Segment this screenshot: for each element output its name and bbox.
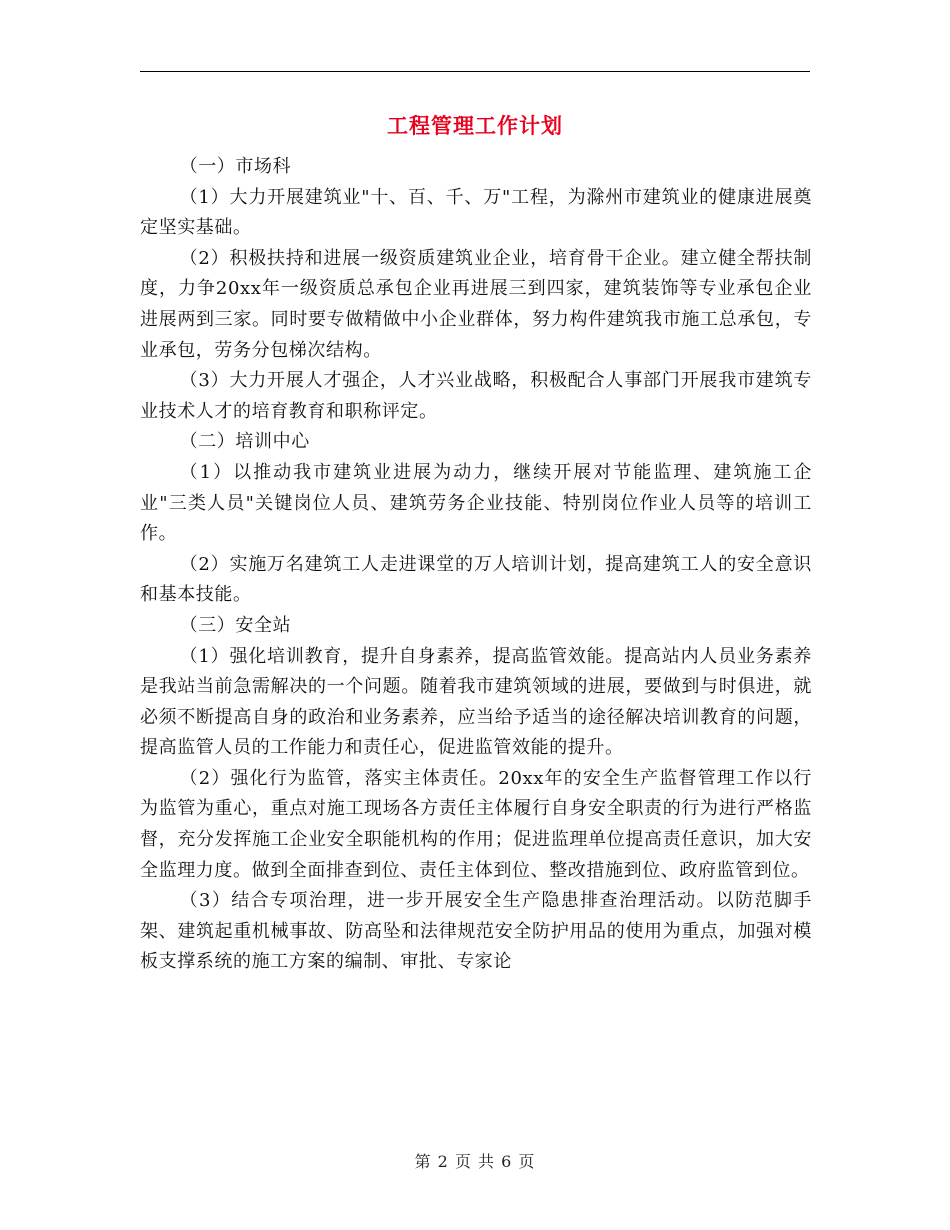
document-title: 工程管理工作计划 [387,113,563,138]
section-heading-training: （二）培训中心 [179,431,310,453]
paragraph: （2）实施万名建筑工人走进课堂的万人培训计划，提高建筑工人的安全意识和基本技能。 [140,553,812,606]
document-body [140,152,812,978]
paragraph: （1）以推动我市建筑业进展为动力，继续开展对节能监理、建筑施工企业"三类人员"关键岗位人员、建筑劳务企业技能、特别岗位作业人员等的培训工作。 [140,461,812,545]
paragraph: （1）大力开展建筑业"十、百、千、万"工程，为滁州市建筑业的健康进展奠定坚实基础。 [140,186,812,239]
paragraph: （1）强化培训教育，提升自身素养，提高监管效能。提高站内人员业务素养是我站当前急需解决的一个问题。随着我市建筑领域的进展，要做到与时俱进，就必须不断提高自身的政治和业务素养，应当给予适当的途径解决培训教育的问题，提高监管人员的工作能力和责任心，促进监管效能的提升。 [140,645,812,759]
section-heading-safety: （三）安全站 [179,614,292,636]
header-rule [140,71,810,72]
paragraph: （3）结合专项治理，进一步开展安全生产隐患排查治理活动。以防范脚手架、建筑起重机械事故、防高坠和法律规范安全防护用品的使用为重点，加强对模板支撑系统的施工方案的编制、审批、专家论 [140,890,812,973]
page-number: 第 2 页 共 6 页 [414,1152,536,1171]
paragraph: （3）大力开展人才强企，人才兴业战略，积极配合人事部门开展我市建筑专业技术人才的培育教育和职称评定。 [140,370,812,422]
paragraph: （2）积极扶持和进展一级资质建筑业企业，培育骨干企业。建立健全帮扶制度，力争20xx年一级资质总承包企业再进展三到四家，建筑装饰等专业承包企业进展两到三家。同时要专做精做中小企业群体，努力构件建筑我市施工总承包，专业承包，劳务分包梯次结构。 [140,247,812,361]
section-heading-market: （一）市场科 [179,156,292,177]
paragraph: （2）强化行为监管，落实主体责任。20xx年的安全生产监督管理工作以行为监管为重心，重点对施工现场各方责任主体履行自身安全职责的行为进行严格监督，充分发挥施工企业安全职能机构的作用；促进监理单位提高责任意识，加大安全监理力度。做到全面排查到位、责任主体到位、整改措施到位、政府监管到位。 [140,767,812,881]
